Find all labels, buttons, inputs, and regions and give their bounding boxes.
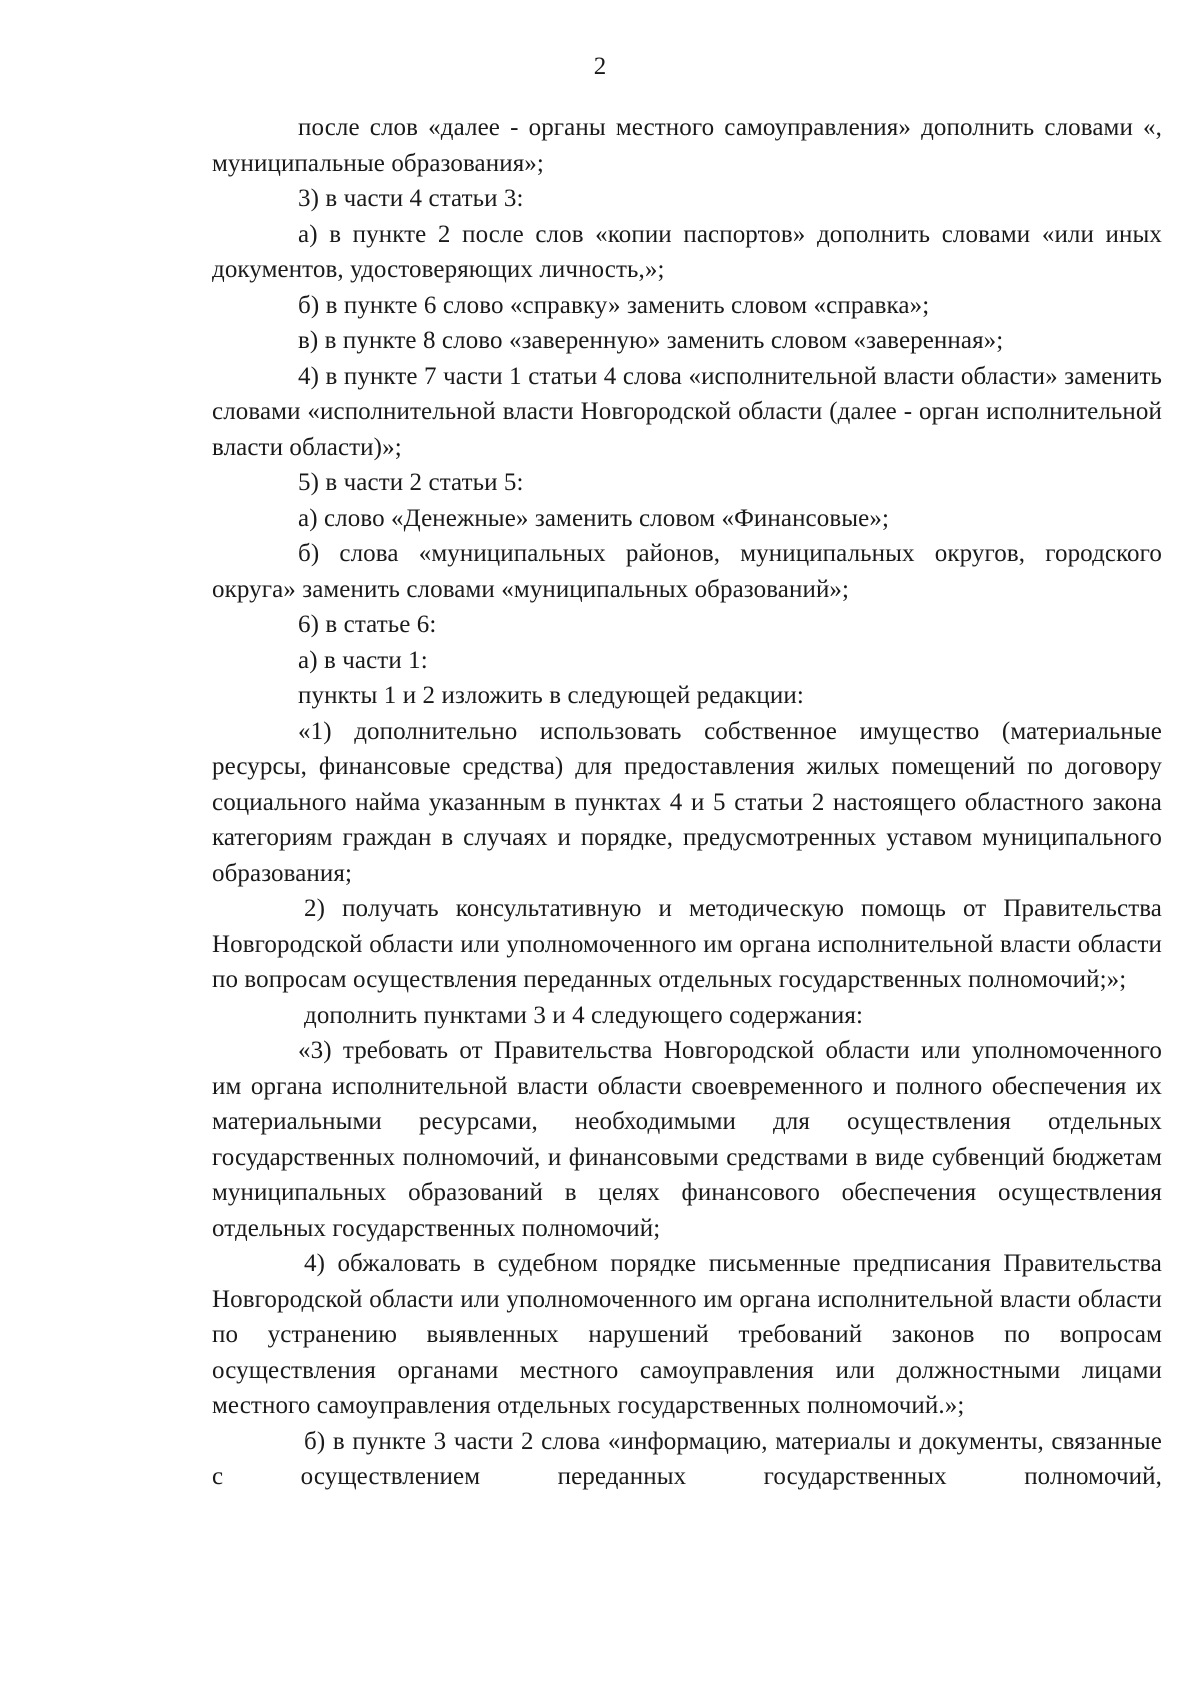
paragraph: б) в пункте 3 части 2 слова «информацию, материалы и документы, связанные с осуществлением переданных государственных полномочий,	[212, 1427, 1162, 1490]
paragraph: в) в пункте 8 слово «заверенную» заменить словом «заверенная»;	[298, 327, 1004, 354]
paragraph: 2) получать консультативную и методическую помощь от Правительства Новгородской области или уполномоченного им органа исполнительной власти области по вопросам осуществления переданных отдельных государственных полномочий;»;	[212, 895, 1162, 993]
paragraph: «1) дополнительно использовать собственное имущество (материальные ресурсы, финансовые средства) для предоставления жилых помещений по договору социального найма указанным в пунктах 4 и 5 статьи 2 настоящего областного закона категориям граждан в случаях и порядке, предусмотренных уставом муниципального образования;	[212, 717, 1162, 887]
paragraph: 3) в части 4 статьи 3:	[298, 185, 524, 212]
paragraph: «3) требовать от Правительства Новгородской области или уполномоченного им органа исполнительной власти области своевременного и полного обеспечения их материальными ресурсами, необходимыми для осуществления отдельных государственных полномочий, и финансовыми средствами в виде субвенций бюджетам муниципальных образований в целях финансового обеспечения осуществления отдельных государственных полномочий;	[212, 1037, 1162, 1242]
paragraph: б) слова «муниципальных районов, муниципальных округов, городского округа» заменить словами «муниципальных образований»;	[212, 540, 1162, 603]
paragraph: б) в пункте 6 слово «справку» заменить словом «справка»;	[298, 291, 930, 319]
paragraph: а) в пункте 2 после слов «копии паспортов» дополнить словами «или иных документов, удостоверяющих личность,»;	[212, 220, 1162, 283]
document-body	[212, 110, 1162, 1495]
paragraph: после слов «далее - органы местного самоуправления» дополнить словами «, муниципальные образования»;	[212, 114, 1162, 177]
paragraph: 6) в статье 6:	[298, 611, 437, 638]
paragraph: а) в части 1:	[298, 646, 428, 674]
paragraph: 4) в пункте 7 части 1 статьи 4 слова «исполнительной власти области» заменить словами «исполнительной власти Новгородской области (далее - орган исполнительной власти области)»;	[212, 362, 1162, 461]
paragraph: пункты 1 и 2 изложить в следующей редакции:	[298, 682, 804, 709]
paragraph: а) слово «Денежные» заменить словом «Финансовые»;	[298, 504, 889, 532]
paragraph: 5) в части 2 статьи 5:	[298, 469, 524, 496]
paragraph: дополнить пунктами 3 и 4 следующего содержания:	[304, 1001, 863, 1029]
paragraph: 4) обжаловать в судебном порядке письменные предписания Правительства Новгородской области или уполномоченного им органа исполнительной власти области по устранению выявленных нарушений требований законов по вопросам осуществления органами местного самоуправления или должностными лицами местного самоуправления отдельных государственных полномочий.»;	[212, 1250, 1162, 1419]
page-number: 2	[593, 53, 607, 80]
